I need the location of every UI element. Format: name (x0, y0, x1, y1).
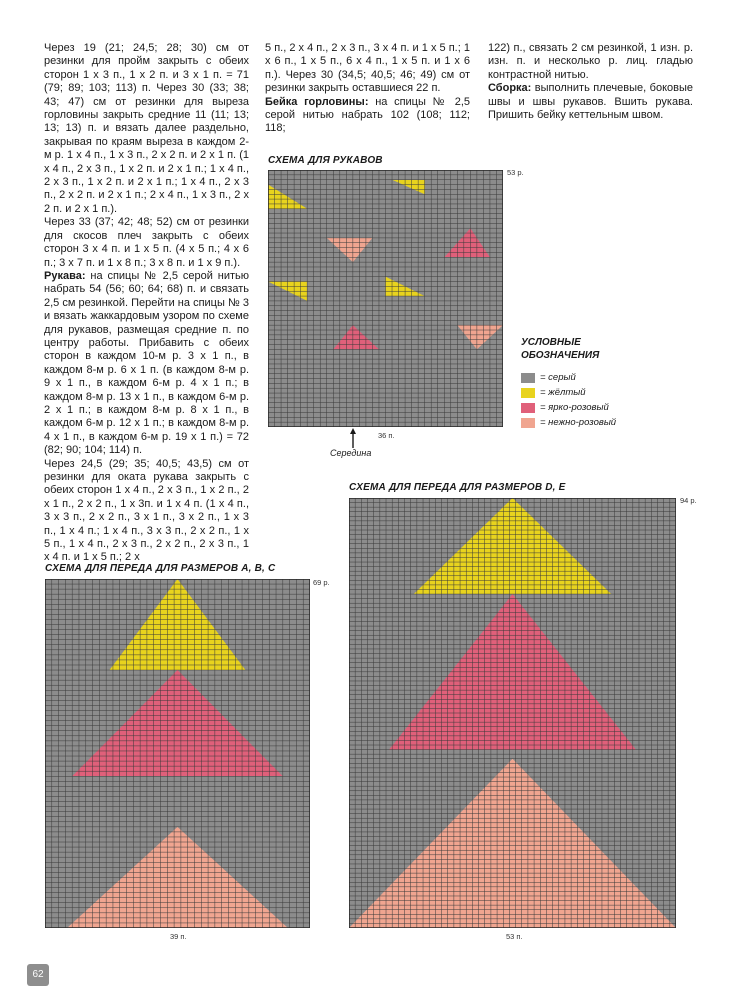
legend-label: = жёлтый (540, 387, 586, 398)
paragraph-text: на спицы № 2,5 серой нитью набрать 54 (56; 60; 64; 68) п. и связать 2,5 см резинкой. Перейти на спицы № 3 и вязать жаккардовым узором по схеме для рукавов, размещая средние п. по центру работы. Прибавить с обеих сторон в каждом 10-м р. 3 х 1 п., в каждом 8-м р. 6 х 1 п. (в каждом 8-м р. 9 х 1 п., в каждом 6-м р. 4 х 1 п.; в каждом 8-м р. 13 х 1 п., в каждом 6-м р. 2 х 1 п.; в каждом 8-м р. 8 х 1 п., в каждом 6-м р. 12 х 1 п.; в каждом 8-м р. 4 х 1 п., в каждом 6-м р. 19 х 1 п.) = 72 (82; 90; 104; 114) п. (44, 269, 249, 457)
paragraph (488, 82, 693, 122)
paragraph (44, 216, 249, 270)
arrow-up-icon (350, 428, 356, 448)
paragraph (265, 96, 470, 136)
page-number: 62 (27, 964, 49, 986)
front-abc-rows-label: 69 р. (313, 578, 330, 587)
paragraph (44, 42, 249, 216)
middle-marker (330, 428, 380, 460)
middle-label: Середина (330, 448, 372, 458)
legend-swatch (521, 418, 535, 428)
paragraph-heading: Рукава: (44, 269, 86, 282)
paragraph (488, 42, 693, 82)
legend-label: = нежно-розовый (540, 417, 617, 428)
front-abc-chart-title: СХЕМА ДЛЯ ПЕРЕДА ДЛЯ РАЗМЕРОВ A, B, C (45, 563, 276, 574)
front-abc-cols-label: 39 п. (170, 932, 187, 941)
paragraph-heading: Бейка горловины: (265, 95, 369, 108)
front-abc-chart (45, 579, 310, 928)
legend-swatch (521, 388, 535, 398)
paragraph-text: Через 33 (37; 42; 48; 52) см от резинки для скосов плеч закрыть с обеих сторон 3 х 4 п. и 1 х 5 п. (4 х 5 п.; 4 х 6 п.; 3 х 7 п. и 1 х 8 п.; 3 х 8 п. и 1 х 9 п.). (44, 216, 249, 269)
sleeve-chart-title: СХЕМА ДЛЯ РУКАВОВ (268, 155, 383, 166)
legend-title-line1: УСЛОВНЫЕ (521, 337, 581, 348)
paragraph-text: Через 24,5 (29; 35; 40,5; 43,5) см от резинки для оката рукава закрыть с обеих сторон 1 х 4 п., 2 х 3 п., 1 х 2 п., 2 х 1 п., 2 х 2 п., 1 х 3п. и 1 х 4 п. (1 х 4 п., 3 х 3 п., 2 х 2 п., 3 х 1 п., 3 х 2 п., 1 х 3 п., 1 х 4 п.; 1 х 4 п., 3 х 3 п., 2 х 2 п., 1 х 5 п., 1 х 4 п., 2 х 3 п., 2 х 2 п., 2 х 3 п., 1 х 4 п. и 1 х 5 п.; 2 х (44, 457, 249, 564)
legend-items (521, 370, 711, 430)
sleeve-rows-label: 53 р. (507, 168, 524, 177)
legend-item (521, 370, 711, 385)
text-column-2 (265, 42, 470, 136)
paragraph (265, 42, 470, 96)
paragraph-heading: Сборка: (488, 82, 532, 95)
paragraph-text: 122) п., связать 2 см резинкой, 1 изн. р. изн. п. и несколько р. лиц. гладью контрастной нитью. (488, 42, 693, 81)
paragraph-text: на спицы № 2,5 серой нитью набрать 102 (108; 112; 118; (265, 95, 470, 135)
front-de-chart (349, 498, 676, 928)
front-de-rows-label: 94 р. (680, 496, 697, 505)
paragraph-text: выполнить плечевые, боковые швы и швы рукавов. Вшить рукава. Пришить бейку кеттельным швом. (488, 82, 693, 122)
legend (521, 336, 711, 430)
paragraph-text: 5 п., 2 х 4 п., 2 х 3 п., 3 х 4 п. и 1 х 5 п.; 1 х 6 п., 1 х 5 п., 6 х 4 п., 1 х 5 п. и 1 х 6 п.). Через 30 (34,5; 40,5; 46; 49) см от резинки закрыть оставшиеся 22 п. (265, 42, 470, 95)
legend-item (521, 415, 711, 430)
paragraph (44, 458, 249, 565)
paragraph (44, 270, 249, 458)
front-de-cols-label: 53 п. (506, 932, 523, 941)
text-column-1 (44, 42, 249, 565)
legend-item (521, 400, 711, 415)
legend-swatch (521, 403, 535, 413)
sleeve-chart (268, 170, 503, 427)
legend-item (521, 385, 711, 400)
text-column-3 (488, 42, 693, 122)
legend-title-line2: ОБОЗНАЧЕНИЯ (521, 350, 600, 361)
front-de-chart-title: СХЕМА ДЛЯ ПЕРЕДА ДЛЯ РАЗМЕРОВ D, E (349, 482, 566, 493)
sleeve-cols-label: 36 п. (378, 431, 395, 440)
legend-label: = серый (540, 372, 576, 383)
paragraph-text: Через 19 (21; 24,5; 28; 30) см от резинки для пройм закрыть с обеих сторон 1 х 3 п., 1 х 2 п. и 3 х 1 п. = 71 (79; 89; 103; 113) п. Через 30 (33; 38; 43; 47) см от резинки для выреза горловины закрыть средние 11 (11; 13; 13; 13) п. и вязать далее раздельно, закрывая по краям выреза в каждом 2-м р. 1 х 4 п., 1 х 3 п., 2 х 2 п. и 2 х 1 п. (1 х 4 п., 2 х 3 п., 1 х 2 п. и 2 х 1 п.; 1 х 4 п., 2 х 3 п., 1 х 2 п. и 2 х 1 п.; 1 х 4 п., 2 х 3 п., 2 х 2 п. и 2 х 1 п.; 2 х 4 п., 1 х 3 п., 2 х 2 п. и 2 х 1 п.). (44, 42, 249, 215)
legend-label: = ярко-розовый (540, 402, 609, 413)
legend-swatch (521, 373, 535, 383)
